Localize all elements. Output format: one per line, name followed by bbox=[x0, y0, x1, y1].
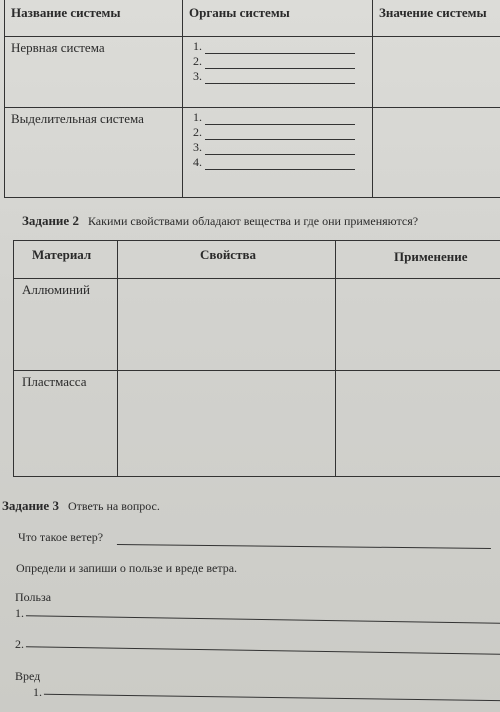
properties-cell[interactable] bbox=[118, 279, 336, 371]
properties-cell[interactable] bbox=[118, 371, 336, 477]
answer-line[interactable] bbox=[117, 530, 491, 549]
table-row bbox=[5, 37, 500, 108]
answer-line[interactable] bbox=[205, 157, 355, 170]
answer-line[interactable] bbox=[205, 127, 355, 140]
organs-list bbox=[183, 108, 372, 170]
wind-prompt: Определи и запиши о пользе и вреде ветра. bbox=[16, 561, 238, 575]
list-number: 4. bbox=[193, 155, 202, 169]
system-name: Выделительная система bbox=[11, 111, 144, 126]
meaning-cell[interactable] bbox=[373, 37, 500, 108]
col-header-organs: Органы системы bbox=[183, 0, 373, 37]
answer-line[interactable] bbox=[205, 112, 355, 125]
list-number: 1. bbox=[33, 685, 42, 699]
task2-question: Какими свойствами обладают вещества и где они применяются? bbox=[87, 214, 419, 228]
materials-table bbox=[13, 240, 500, 477]
task2-label: Задание 2 bbox=[22, 213, 79, 228]
answer-line[interactable] bbox=[205, 71, 355, 84]
benefit-label: Польза bbox=[15, 590, 52, 604]
table-row bbox=[14, 279, 500, 371]
body-systems-table bbox=[4, 0, 500, 198]
col-header-material: Материал bbox=[14, 241, 118, 279]
organs-list bbox=[183, 37, 372, 84]
list-number: 2. bbox=[15, 637, 24, 651]
list-number: 1. bbox=[15, 606, 24, 620]
list-number: 3. bbox=[193, 140, 202, 154]
col-header-system-name: Название системы bbox=[5, 0, 183, 37]
table-row bbox=[14, 371, 500, 477]
application-cell[interactable] bbox=[336, 371, 500, 477]
system-name: Нервная система bbox=[11, 40, 105, 55]
list-number: 2. bbox=[193, 125, 202, 139]
task3-heading bbox=[2, 498, 160, 514]
task3-label: Задание 3 bbox=[2, 498, 59, 513]
answer-line[interactable] bbox=[205, 56, 355, 69]
harm-label: Вред bbox=[15, 669, 41, 683]
list-number: 2. bbox=[193, 54, 202, 68]
application-cell[interactable] bbox=[336, 279, 500, 371]
col-header-meaning: Значение системы bbox=[373, 0, 500, 37]
answer-line[interactable] bbox=[205, 142, 355, 155]
answer-line[interactable] bbox=[26, 602, 500, 623]
table-row bbox=[5, 108, 500, 198]
list-number: 1. bbox=[193, 110, 202, 124]
list-number: 3. bbox=[193, 69, 202, 83]
col-header-application: Применение bbox=[336, 241, 500, 279]
meaning-cell[interactable] bbox=[373, 108, 500, 198]
col-header-properties: Свойства bbox=[118, 241, 336, 279]
answer-line[interactable] bbox=[205, 41, 355, 54]
answer-line[interactable] bbox=[26, 633, 500, 654]
list-number: 1. bbox=[193, 39, 202, 53]
material-name: Аллюминий bbox=[22, 282, 90, 297]
material-name: Пластмасса bbox=[22, 374, 87, 389]
task2-heading bbox=[22, 213, 418, 229]
task3-instruction: Ответь на вопрос. bbox=[67, 499, 160, 513]
answer-line[interactable] bbox=[44, 682, 500, 701]
wind-question: Что такое ветер? bbox=[18, 530, 104, 544]
